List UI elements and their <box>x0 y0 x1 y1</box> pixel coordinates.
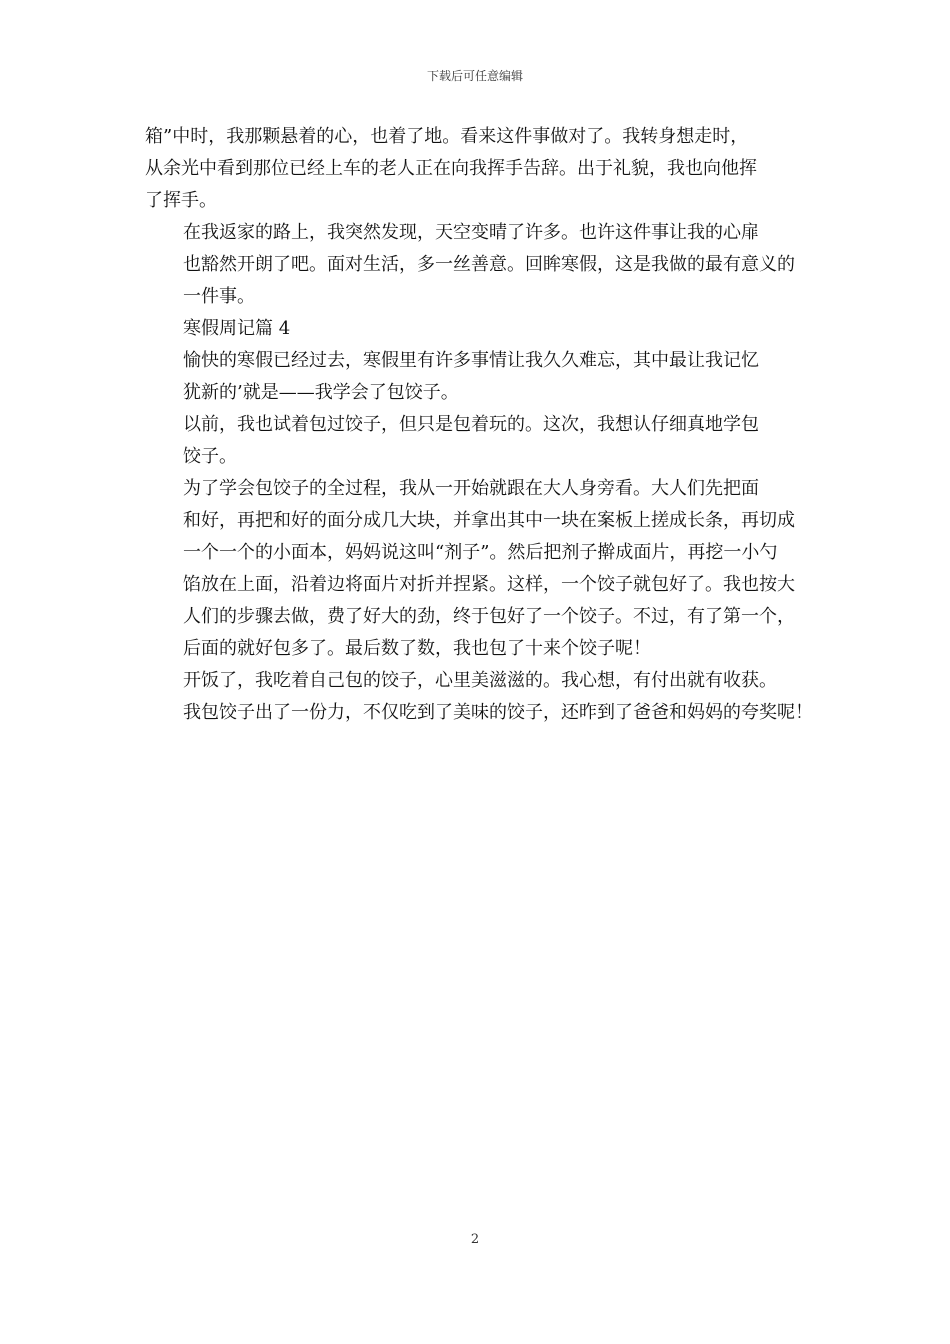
text-line: 以前，我也试着包过饺子，但只是包着玩的。这次，我想认仔细真地学包 <box>183 414 759 435</box>
text-line: 一件事。 <box>183 286 255 307</box>
document-body <box>145 121 813 729</box>
paragraph-6 <box>145 665 813 729</box>
heading-text: 寒假周记篇 4 <box>183 318 291 339</box>
page-header: 下载后可任意编辑 <box>426 69 523 83</box>
text-line: 也豁然开朗了吧。面对生活，多一丝善意。回眸寒假，这是我做的最有意义的 <box>183 254 795 275</box>
text-line: 箱”中时，我那颗悬着的心，也着了地。看来这件事做对了。我转身想走时， <box>145 126 749 147</box>
text-line: 开饭了，我吃着自己包的饺子，心里美滋滋的。我心想，有付出就有收获。 <box>183 670 777 691</box>
paragraph-5 <box>145 473 810 665</box>
section-heading <box>145 313 810 345</box>
text-line: 了挥手。 <box>145 190 217 211</box>
text-line: 后面的就好包多了。最后数了数，我也包了十来个饺子呢！ <box>183 638 651 659</box>
text-line: 和好，再把和好的面分成几大块，并拿出其中一块在案板上搓成长条，再切成 <box>183 510 795 531</box>
text-line: 从余光中看到那位已经上车的老人正在向我挥手告辞。出于礼貌，我也向他挥 <box>145 158 757 179</box>
text-line: 饺子。 <box>183 446 237 467</box>
paragraph-2 <box>145 217 810 313</box>
text-line: 在我返家的路上，我突然发现，天空变晴了许多。也许这件事让我的心扉 <box>183 222 759 243</box>
text-line: 愉快的寒假已经过去，寒假里有许多事情让我久久难忘，其中最让我记忆 <box>183 350 759 371</box>
paragraph-1 <box>145 121 810 217</box>
text-line: 我包饺子出了一份力，不仅吃到了美味的饺子，还昨到了爸爸和妈妈的夸奖呢！ <box>183 702 813 723</box>
text-line: 犹新的’就是——我学会了包饺子。 <box>183 382 459 403</box>
text-line: 一个一个的小面本，妈妈说这叫“剂子”。然后把剂子擀成面片，再挖一小勺 <box>183 542 778 563</box>
text-line: 人们的步骤去做，费了好大的劲，终于包好了一个饺子。不过，有了第一个， <box>183 606 795 627</box>
paragraph-3 <box>145 345 810 409</box>
text-line: 馅放在上面，沿着边将面片对折并捏紧。这样，一个饺子就包好了。我也按大 <box>183 574 795 595</box>
text-line: 为了学会包饺子的全过程，我从一开始就跟在大人身旁看。大人们先把面 <box>183 478 759 499</box>
page-number: 2 <box>470 1232 480 1247</box>
paragraph-4 <box>145 409 810 473</box>
